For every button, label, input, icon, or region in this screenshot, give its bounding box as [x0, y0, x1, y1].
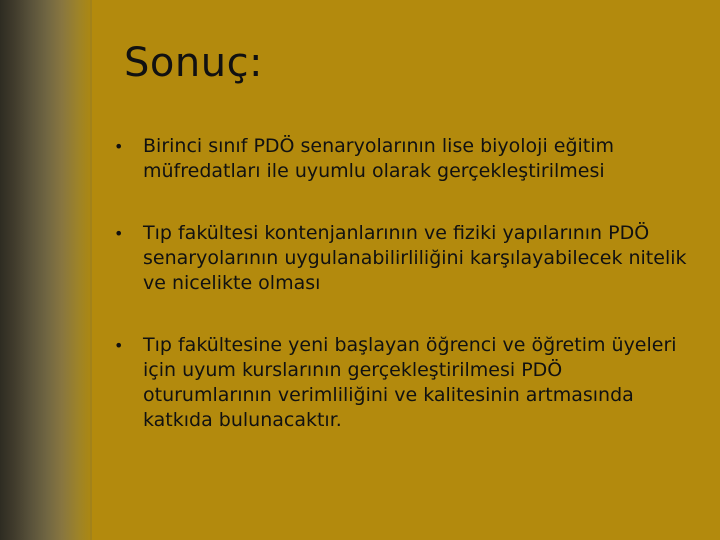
- bullet-item: [110, 333, 695, 433]
- bullet-dot-icon: •: [114, 336, 124, 355]
- bullet-item: [110, 134, 695, 184]
- bullet-dot-icon: •: [114, 224, 124, 243]
- bullet-dot-icon: •: [114, 137, 124, 156]
- bullet-text: Tıp fakültesine yeni başlayan öğrenci ve öğretim üyeleri için uyum kurslarının gerçekleştirilmesi PDÖ oturumlarının verimliliğini ve kalitesinin artmasında katkıda bulunacaktır.: [143, 334, 677, 431]
- side-divider: [90, 0, 92, 540]
- slide-title: Sonuç:: [124, 40, 264, 86]
- bullet-text: Tıp fakültesi kontenjanlarının ve fiziki yapılarının PDÖ senaryolarının uygulanabilirliliğini karşılayabilecek nitelik ve nicelikte olması: [143, 222, 687, 294]
- bullet-text: Birinci sınıf PDÖ senaryolarının lise biyoloji eğitim müfredatları ile uyumlu olarak gerçekleştirilmesi: [143, 135, 615, 182]
- bullet-list: [110, 134, 695, 470]
- bullet-item: [110, 221, 695, 296]
- side-gradient-bar: [0, 0, 92, 540]
